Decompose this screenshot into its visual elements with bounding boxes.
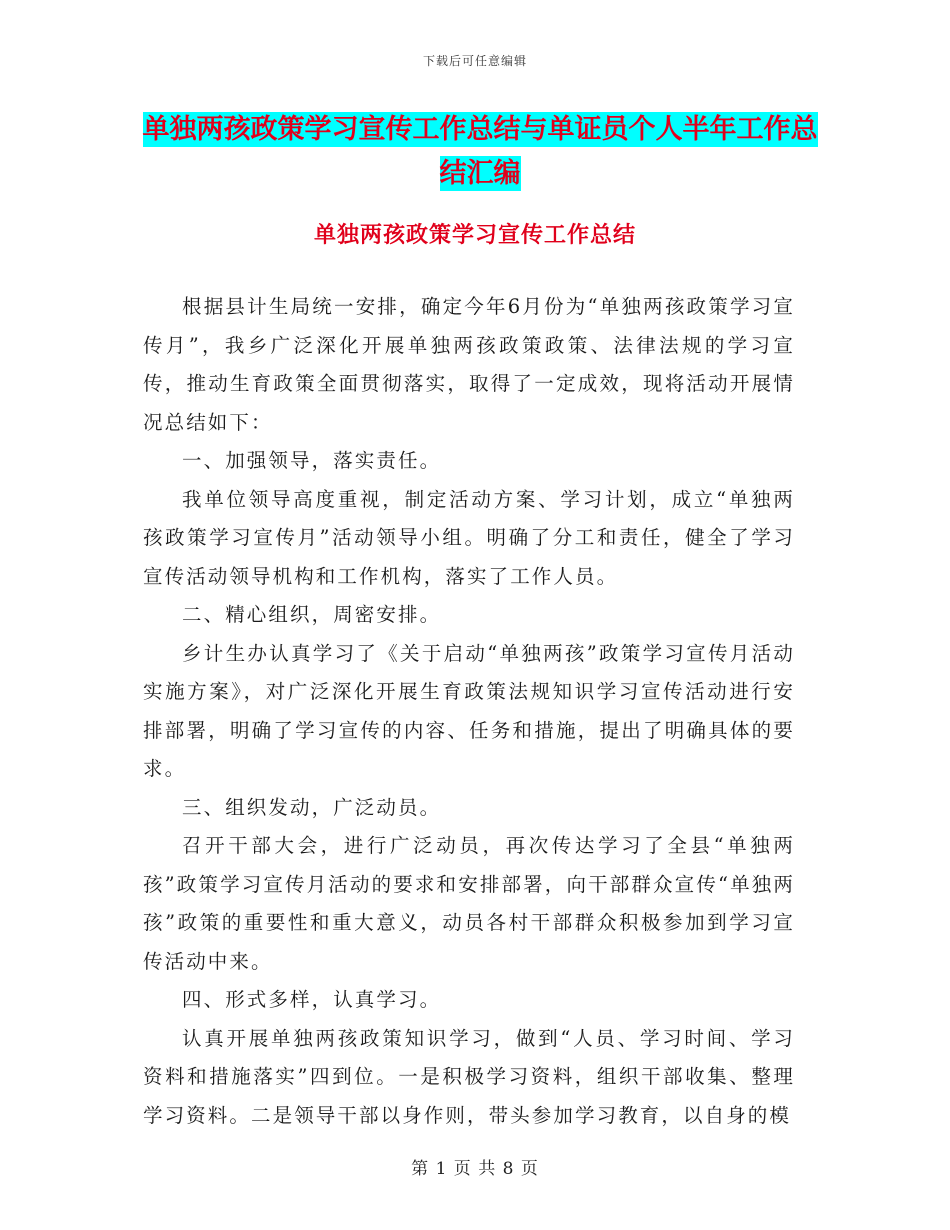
- paragraph-4: 认真开展单独两孩政策知识学习，做到“人员、学习时间、学习资料和措施落实”四到位。一是积极学习资料，组织干部收集、整理学习资料。二是领导干部以身作则，带头参加学习教育，以自身的模: [143, 1026, 795, 1127]
- heading-3: 三、组织发动，广泛动员。: [182, 795, 442, 819]
- document-title: [140, 108, 820, 196]
- heading-4: 四、形式多样，认真学习。: [182, 988, 442, 1011]
- page-header-note: 下载后可任意编辑: [422, 54, 527, 68]
- document-body: [143, 288, 795, 1135]
- paragraph-2: 乡计生办认真学习了《关于启动“单独两孩”政策学习宣传月活动实施方案》，对广泛深化开展生育政策法规知识学习宣传活动进行安排部署，明确了学习宣传的内容、任务和措施，提出了明确具体的要求。: [143, 641, 795, 780]
- paragraph-intro: 根据县计生局统一安排，确定今年6月份为“单独两孩政策学习宣传月”，我乡广泛深化开展单独两孩政策政策、法律法规的学习宣传，推动生育政策全面贯彻落实，取得了一定成效，现将活动开展情况总结如下：: [143, 295, 795, 434]
- heading-1: 一、加强领导，落实责任。: [182, 449, 442, 472]
- heading-2: 二、精心组织，周密安排。: [182, 603, 442, 626]
- section-title: 单独两孩政策学习宣传工作总结: [313, 222, 636, 248]
- document-title-highlight: 单独两孩政策学习宣传工作总结与单证员个人半年工作总结汇编: [142, 114, 818, 189]
- paragraph-3: 召开干部大会，进行广泛动员，再次传达学习了全县“单独两孩”政策学习宣传月活动的要求和安排部署，向干部群众宣传“单独两孩”政策的重要性和重大意义，动员各村干部群众积极参加到学习宣传活动中来。: [143, 834, 795, 973]
- paragraph-1: 我单位领导高度重视，制定活动方案、学习计划，成立“单独两孩政策学习宣传月”活动领导小组。明确了分工和责任，健全了学习宣传活动领导机构和工作机构，落实了工作人员。: [143, 487, 795, 588]
- page-number-footer: 第 1 页 共 8 页: [411, 1159, 539, 1179]
